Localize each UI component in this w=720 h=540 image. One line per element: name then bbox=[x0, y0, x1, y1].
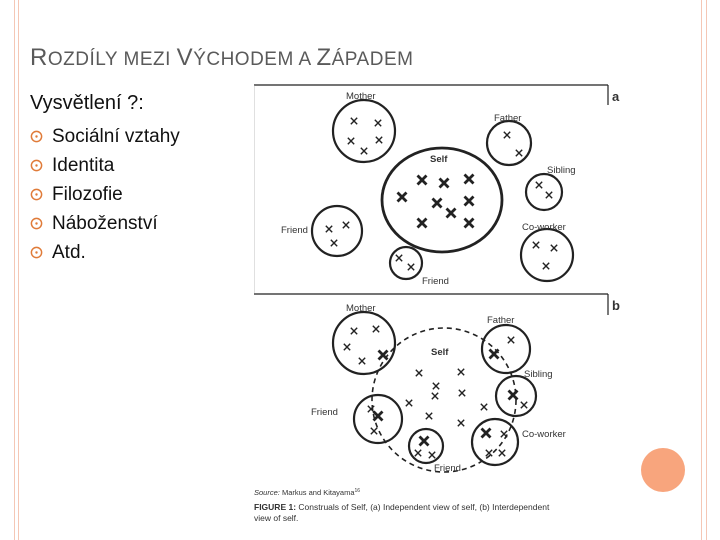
self-label-b: Self bbox=[431, 347, 449, 358]
friend-bottom-label: Friend bbox=[422, 276, 449, 287]
panel-b-label: b bbox=[612, 298, 620, 313]
coworker-label-b: Co-worker bbox=[522, 429, 566, 440]
slide-border-left bbox=[14, 0, 15, 540]
slide-border-right bbox=[701, 0, 702, 540]
bullet-icon bbox=[30, 159, 43, 172]
panel-b bbox=[311, 294, 620, 474]
list-item bbox=[30, 209, 180, 238]
list-item bbox=[30, 238, 180, 267]
bullet-text: Filozofie bbox=[52, 183, 123, 205]
decorative-orange-circle bbox=[641, 448, 685, 492]
list-item bbox=[30, 180, 180, 209]
friend-left-circle-b bbox=[354, 395, 402, 443]
bullet-icon bbox=[30, 246, 43, 259]
slide-subtitle: Vysvětlení ?: bbox=[30, 92, 144, 114]
mother-circle-b bbox=[333, 312, 395, 374]
friend-bottom-circle-b bbox=[409, 429, 443, 463]
bullet-text: Náboženství bbox=[52, 212, 158, 234]
bullet-icon bbox=[30, 188, 43, 201]
bullet-text: Identita bbox=[52, 154, 115, 176]
mother-label-b: Mother bbox=[346, 303, 376, 314]
father-circle-b bbox=[482, 325, 530, 373]
mother-label: Mother bbox=[346, 91, 376, 102]
list-item bbox=[30, 151, 180, 180]
sibling-label-b: Sibling bbox=[524, 369, 553, 380]
slide-border-left-inner bbox=[18, 0, 19, 540]
slide-title: ROZDÍLY MEZI VÝCHODEM A ZÁPADEM bbox=[30, 44, 414, 71]
figure-caption-line1: FIGURE 1: Constru​als of Self, (a) Independent view of self, (b) Interdependent bbox=[254, 502, 550, 512]
bullet-icon bbox=[30, 130, 43, 143]
figure-source: Source: Markus and Kitayama$^{16}$ bbox=[254, 488, 361, 497]
figure-caption-line2: view of self. bbox=[254, 513, 299, 523]
sibling-label: Sibling bbox=[547, 165, 576, 176]
list-item bbox=[30, 122, 180, 151]
self-construal-figure bbox=[254, 83, 628, 525]
father-label: Father bbox=[494, 113, 522, 124]
coworker-label: Co-worker bbox=[522, 222, 566, 233]
friend-left-label: Friend bbox=[281, 225, 308, 236]
bullet-list bbox=[30, 122, 180, 267]
friend-bottom-label-b: Friend bbox=[434, 463, 461, 474]
slide-border-right-inner bbox=[706, 0, 707, 540]
coworker-circle bbox=[521, 229, 573, 281]
friend-left-label-b: Friend bbox=[311, 407, 338, 418]
friend-bottom-circle bbox=[390, 247, 422, 279]
panel-a bbox=[254, 85, 620, 293]
sibling-circle bbox=[526, 174, 562, 210]
self-label: Self bbox=[430, 154, 448, 165]
bullet-text: Atd. bbox=[52, 241, 86, 263]
mother-circle bbox=[333, 100, 395, 162]
bullet-icon bbox=[30, 217, 43, 230]
friend-left-circle bbox=[312, 206, 362, 256]
father-circle bbox=[487, 121, 531, 165]
figure-svg bbox=[254, 83, 628, 525]
panel-a-label: a bbox=[612, 89, 620, 104]
father-label-b: Father bbox=[487, 315, 515, 326]
bullet-text: Sociální vztahy bbox=[52, 125, 180, 147]
coworker-circle-b bbox=[472, 419, 518, 465]
